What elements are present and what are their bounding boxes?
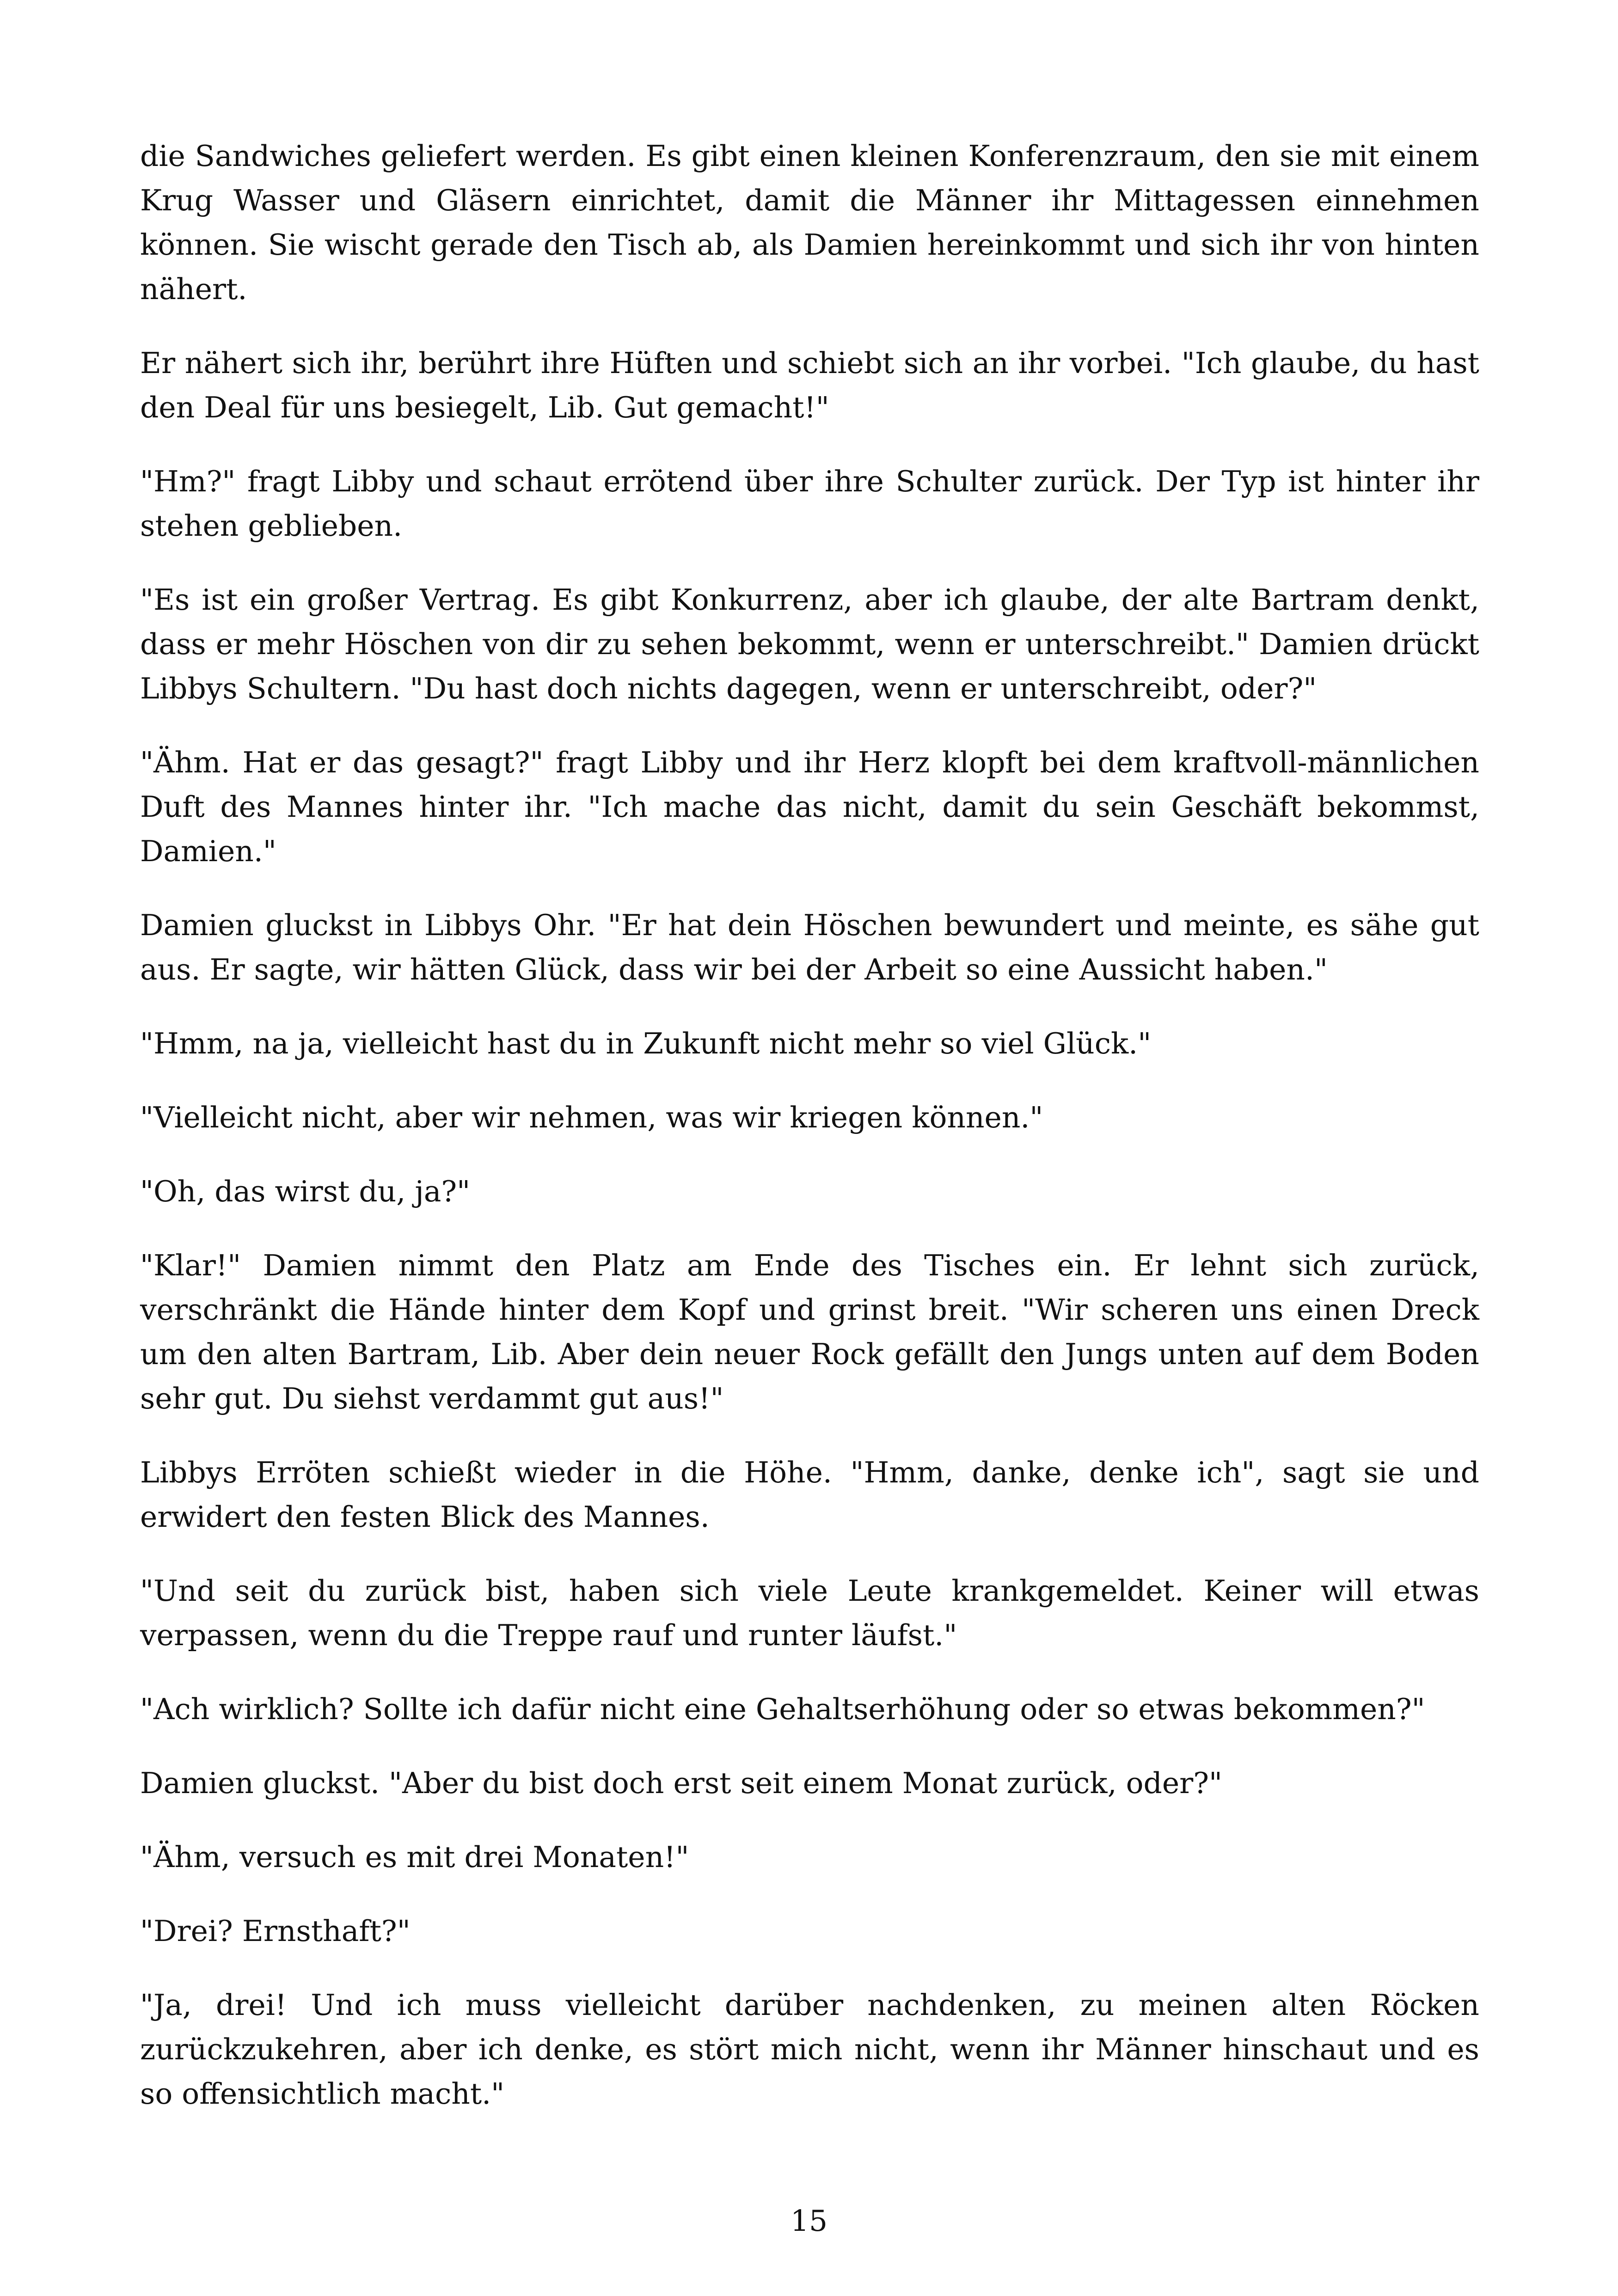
- paragraph-1: die Sandwiches geliefert werden. Es gibt einen kleinen Konferenzraum, den sie mit einem Krug Wasser und Gläsern einrichtet, damit die Männer ihr Mittagessen einnehmen können. Sie wischt gerade den Tisch ab, als Damien hereinkommt und sich ihr von hinten nähert.: [140, 139, 1479, 306]
- paragraph-17: "Ja, drei! Und ich muss vielleicht darüber nachdenken, zu meinen alten Röcken zurückzukehren, aber ich denke, es stört mich nicht, wenn ihr Männer hinschaut und es so offensichtlich macht.": [140, 1988, 1479, 2111]
- paragraph-11: Libbys Erröten schießt wieder in die Höhe. "Hmm, danke, denke ich", sagt sie und erwidert den festen Blick des Mannes.: [140, 1456, 1479, 1534]
- paragraph-15: "Ähm, versuch es mit drei Monaten!": [140, 1840, 689, 1874]
- paragraph-8: "Vielleicht nicht, aber wir nehmen, was wir kriegen können.": [140, 1101, 1043, 1134]
- paragraph-6: Damien gluckst in Libbys Ohr. "Er hat dein Höschen bewundert und meinte, es sähe gut aus. Er sagte, wir hätten Glück, dass wir bei der Arbeit so eine Aussicht haben.": [140, 908, 1479, 986]
- paragraph-9: "Oh, das wirst du, ja?": [140, 1175, 471, 1208]
- paragraph-3: "Hm?" fragt Libby und schaut errötend über ihre Schulter zurück. Der Typ ist hinter ihr stehen geblieben.: [140, 465, 1479, 543]
- paragraph-7: "Hmm, na ja, vielleicht hast du in Zukunft nicht mehr so viel Glück.": [140, 1027, 1152, 1060]
- paragraph-2: Er nähert sich ihr, berührt ihre Hüften und schiebt sich an ihr vorbei. "Ich glaube, du hast den Deal für uns besiegelt, Lib. Gut gemacht!": [140, 346, 1479, 424]
- paragraph-4: "Es ist ein großer Vertrag. Es gibt Konkurrenz, aber ich glaube, der alte Bartram denkt, dass er mehr Höschen von dir zu sehen bekommt, wenn er unterschreibt." Damien drückt Libbys Schultern. "Du hast doch nichts dagegen, wenn er unterschreibt, oder?": [140, 583, 1479, 705]
- paragraph-14: Damien gluckst. "Aber du bist doch erst seit einem Monat zurück, oder?": [140, 1766, 1223, 1800]
- document-body: [140, 134, 1479, 2146]
- paragraph-12: "Und seit du zurück bist, haben sich viele Leute krankgemeldet. Keiner will etwas verpassen, wenn du die Treppe rauf und runter läufst.": [140, 1574, 1479, 1652]
- paragraph-5: "Ähm. Hat er das gesagt?" fragt Libby und ihr Herz klopft bei dem kraftvoll-männlichen Duft des Mannes hinter ihr. "Ich mache das nicht, damit du sein Geschäft bekommst, Damien.": [140, 746, 1479, 868]
- paragraph-16: "Drei? Ernsthaft?": [140, 1914, 411, 1948]
- page-number: 15: [790, 2204, 828, 2238]
- paragraph-10: "Klar!" Damien nimmt den Platz am Ende des Tisches ein. Er lehnt sich zurück, verschränkt die Hände hinter dem Kopf und grinst breit. "Wir scheren uns einen Dreck um den alten Bartram, Lib. Aber dein neuer Rock gefällt den Jungs unten auf dem Boden sehr gut. Du siehst verdammt gut aus!": [140, 1249, 1479, 1415]
- paragraph-13: "Ach wirklich? Sollte ich dafür nicht eine Gehaltserhöhung oder so etwas bekommen?": [140, 1692, 1425, 1726]
